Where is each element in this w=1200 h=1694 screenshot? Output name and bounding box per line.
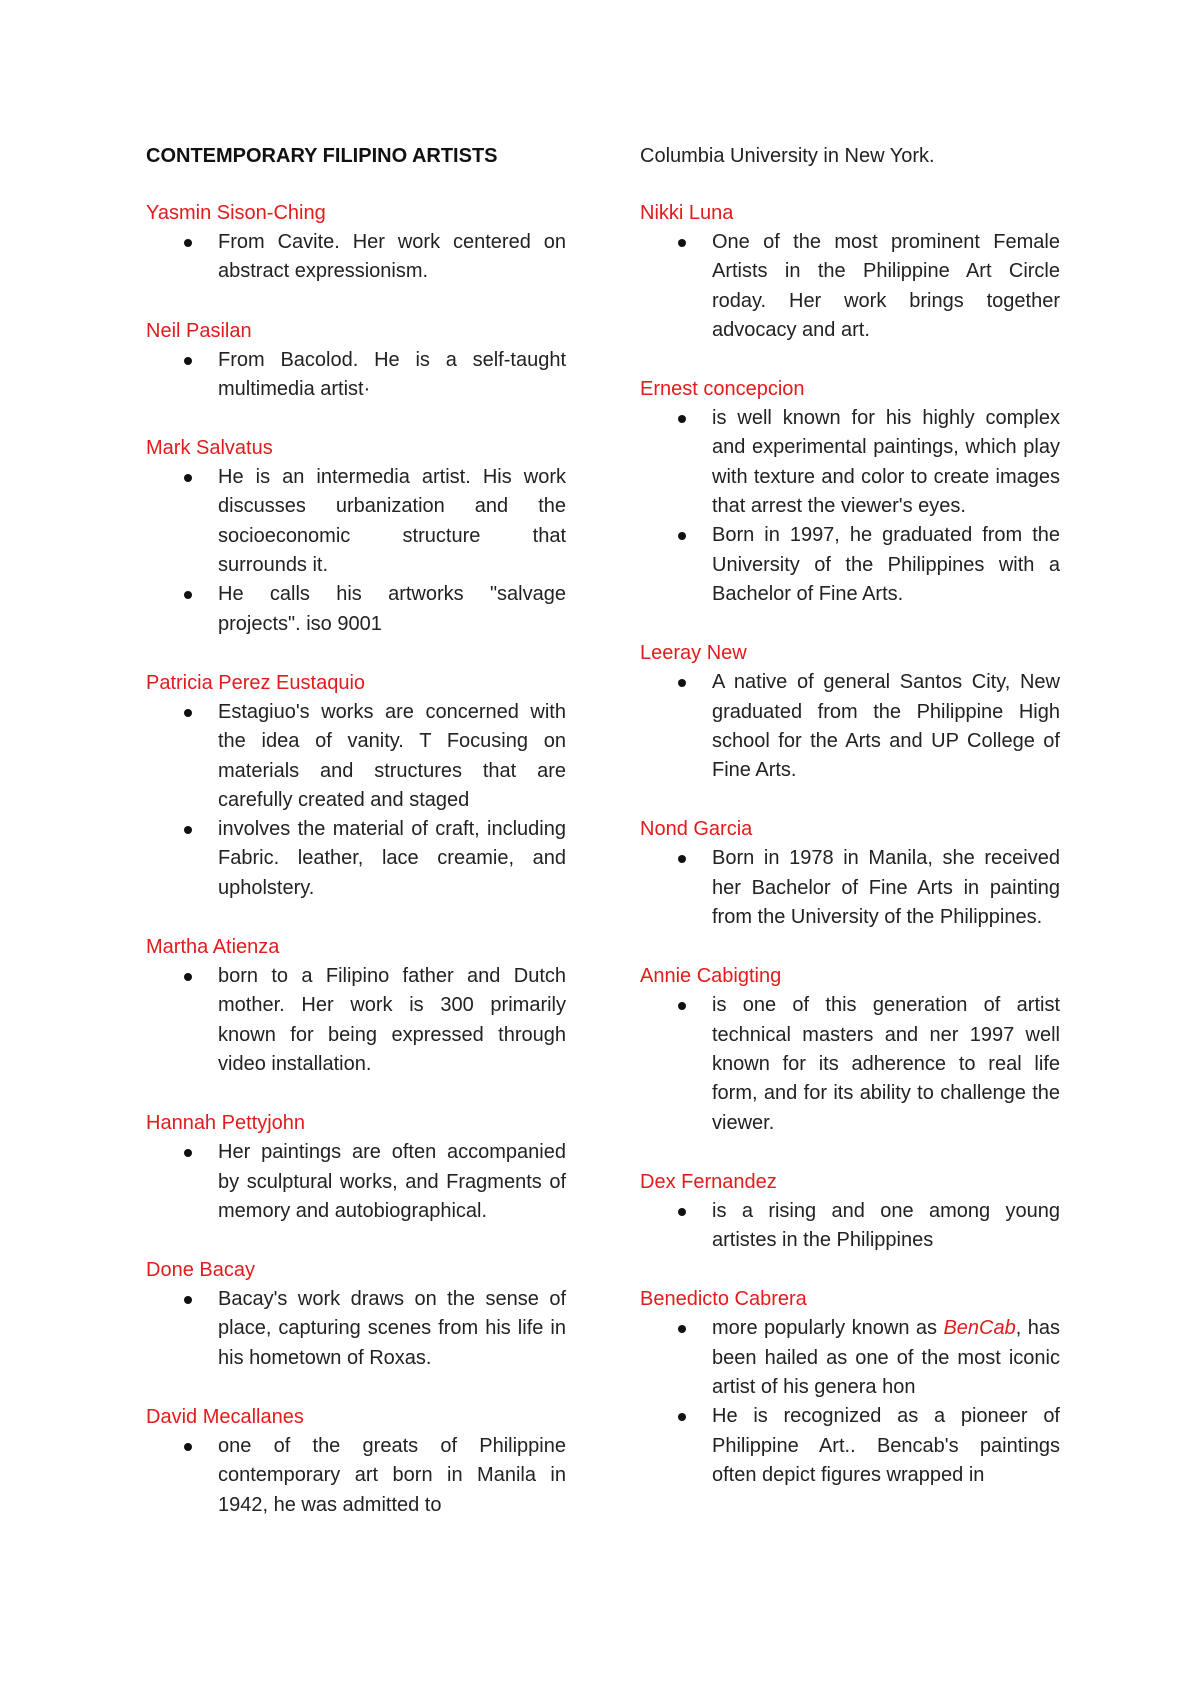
bullet-item <box>146 580 566 639</box>
artist-entry-martha-atienza <box>146 933 566 1079</box>
artist-entry-annie-cabigting <box>640 962 1060 1137</box>
bullet-icon <box>678 239 686 247</box>
bullet-item <box>640 844 1060 932</box>
artist-name: Mark Salvatus <box>146 437 273 460</box>
bullet-icon <box>678 855 686 863</box>
artist-name: Leeray New <box>640 642 747 665</box>
bullet-text: A native of general Santos City, New graduated from the Philippine High school for the Arts and UP College of Fine Arts. <box>712 671 1060 782</box>
bullet-icon <box>184 1296 192 1304</box>
artist-entry-neil-pasilan <box>146 317 566 405</box>
bullet-icon <box>678 679 686 687</box>
artist-bullets <box>146 463 566 639</box>
bullet-text: Her paintings are often accompanied by sculptural works, and Fragments of memory and autobiographical. <box>218 1141 566 1222</box>
bullet-text: He is an intermedia artist. His work discusses urbanization and the socioeconomic structure that surrounds it. <box>218 466 566 577</box>
artist-entry-benedicto-cabrera <box>640 1285 1060 1490</box>
artist-entry-dex-fernandez <box>640 1168 1060 1256</box>
bullet-text: Bacay's work draws on the sense of place, capturing scenes from his life in his hometown of Roxas. <box>218 1288 566 1369</box>
bullet-icon <box>678 415 686 423</box>
artist-bullets <box>146 962 566 1079</box>
bullet-icon <box>184 591 192 599</box>
bullet-item <box>640 668 1060 785</box>
bullet-text: is well known for his highly complex and experimental paintings, which play with texture and color to create images that arrest the viewer's eyes. <box>712 407 1060 518</box>
artist-name: Annie Cabigting <box>640 965 782 988</box>
right-artist-list <box>640 199 1060 1255</box>
artist-bullets <box>640 1197 1060 1256</box>
bullet-icon <box>678 1208 686 1216</box>
bullet-text: involves the material of craft, including Fabric. leather, lace creamie, and upholstery. <box>218 818 566 899</box>
bullet-item <box>146 1285 566 1373</box>
bullet-icon <box>184 357 192 365</box>
artist-bullets <box>146 698 566 903</box>
left-artist-list <box>146 199 566 1520</box>
left-column <box>146 142 566 1550</box>
bullet-item <box>640 228 1060 345</box>
artist-name: Dex Fernandez <box>640 1170 777 1193</box>
bullet-text: He calls his artworks "salvage projects". iso 9001 <box>218 583 566 635</box>
artist-bullets <box>146 346 566 405</box>
bullet-item <box>146 815 566 903</box>
bullet-text-before: more popularly known as <box>712 1317 944 1340</box>
bullet-text: One of the most prominent Female Artists in the Philippine Art Circle roday. Her work brings together advocacy and art. <box>712 231 1060 341</box>
artist-bullets <box>640 228 1060 345</box>
bullet-item <box>640 404 1060 521</box>
artist-bullets <box>146 1285 566 1373</box>
bullet-item <box>146 1138 566 1226</box>
bullet-text: From Cavite. Her work centered on abstract expressionism. <box>218 231 566 283</box>
artist-entry-nond-garcia <box>640 815 1060 932</box>
bullet-icon <box>678 1413 686 1421</box>
artist-bullets <box>640 404 1060 609</box>
artist-bullets <box>146 228 566 287</box>
artist-bullets <box>146 1432 566 1520</box>
artist-name: Nond Garcia <box>640 818 753 841</box>
continuation-text: Columbia University in New York. <box>640 145 935 167</box>
artist-bullets <box>640 1314 1060 1490</box>
artist-name: Done Bacay <box>146 1259 255 1282</box>
bullet-icon <box>678 532 686 540</box>
artist-bullets <box>146 1138 566 1226</box>
artist-name: Hannah Pettyjohn <box>146 1112 306 1135</box>
bullet-text: Estagiuo's works are concerned with the idea of vanity. T Focusing on materials and structures that are carefully created and staged <box>218 700 566 811</box>
artist-entry-nikki-luna <box>640 199 1060 345</box>
bullet-icon <box>184 973 192 981</box>
document-title: CONTEMPORARY FILIPINO ARTISTS <box>146 145 498 167</box>
artist-entry-hannah-pettyjohn <box>146 1109 566 1226</box>
bullet-item <box>640 1197 1060 1256</box>
bencab-highlight: BenCab <box>943 1317 1016 1340</box>
artist-entry-leeray-new <box>640 639 1060 785</box>
artist-name: Ernest concepcion <box>640 378 805 401</box>
bullet-text: Born in 1978 in Manila, she received her Bachelor of Fine Arts in painting from the University of the Philippines. <box>712 847 1060 929</box>
bullet-text: From Bacolod. He is a self-taught multimedia artist· <box>218 348 566 400</box>
bullet-item <box>640 521 1060 609</box>
bullet-item <box>640 1314 1060 1402</box>
artist-name: David Mecallanes <box>146 1406 304 1429</box>
bullet-item <box>640 1402 1060 1490</box>
bullet-icon <box>184 474 192 482</box>
bullet-icon <box>184 1443 192 1451</box>
artist-name: Patricia Perez Eustaquio <box>146 671 366 694</box>
bullet-text: is a rising and one among young artistes in the Philippines <box>712 1199 1060 1252</box>
bullet-text: He is recognized as a pioneer of Philippine Art.. Bencab's paintings often depict figures wrapped in <box>712 1405 1060 1486</box>
artist-name: Benedicto Cabrera <box>640 1288 807 1311</box>
bullet-item <box>146 463 566 580</box>
artist-entry-david-mecallanes <box>146 1403 566 1520</box>
bullet-item <box>146 1432 566 1520</box>
bullet-icon <box>184 709 192 717</box>
artist-entry-yasmin-sison-ching <box>146 199 566 287</box>
bullet-text: born to a Filipino father and Dutch mother. Her work is 300 primarily known for being expressed through video installation. <box>218 965 566 1075</box>
bullet-icon <box>184 1149 192 1157</box>
artist-entry-done-bacay <box>146 1256 566 1373</box>
bullet-icon <box>678 1002 686 1010</box>
bullet-item <box>146 228 566 287</box>
bullet-item <box>146 962 566 1079</box>
artist-entry-mark-salvatus <box>146 434 566 639</box>
artist-entry-ernest-concepcion <box>640 375 1060 609</box>
artist-bullets <box>640 844 1060 932</box>
artist-entry-patricia-perez-eustaquio <box>146 669 566 903</box>
bullet-item <box>146 346 566 405</box>
bullet-icon <box>184 826 192 834</box>
bullet-text: is one of this generation of artist technical masters and ner 1997 well known for its adherence to real life form, and for its ability to challenge the viewer. <box>712 994 1060 1134</box>
right-column <box>640 142 1060 1520</box>
bullet-icon <box>184 239 192 247</box>
bullet-item <box>640 991 1060 1137</box>
bullet-item <box>146 698 566 815</box>
bullet-text: Born in 1997, he graduated from the University of the Philippines with a Bachelor of Fine Arts. <box>712 524 1060 605</box>
artist-name: Nikki Luna <box>640 202 734 224</box>
bullet-text-after: , has been hailed as one of the most iconic artist of his genera hon <box>712 1317 1061 1399</box>
artist-name: Martha Atienza <box>146 936 280 959</box>
artist-bullets <box>640 991 1060 1137</box>
artist-bullets <box>640 668 1060 785</box>
artist-name: Neil Pasilan <box>146 319 252 342</box>
bullet-icon <box>678 1325 686 1333</box>
artist-name: Yasmin Sison-Ching <box>146 202 326 224</box>
bullet-text: one of the greats of Philippine contemporary art born in Manila in 1942, he was admitted to <box>218 1435 566 1516</box>
